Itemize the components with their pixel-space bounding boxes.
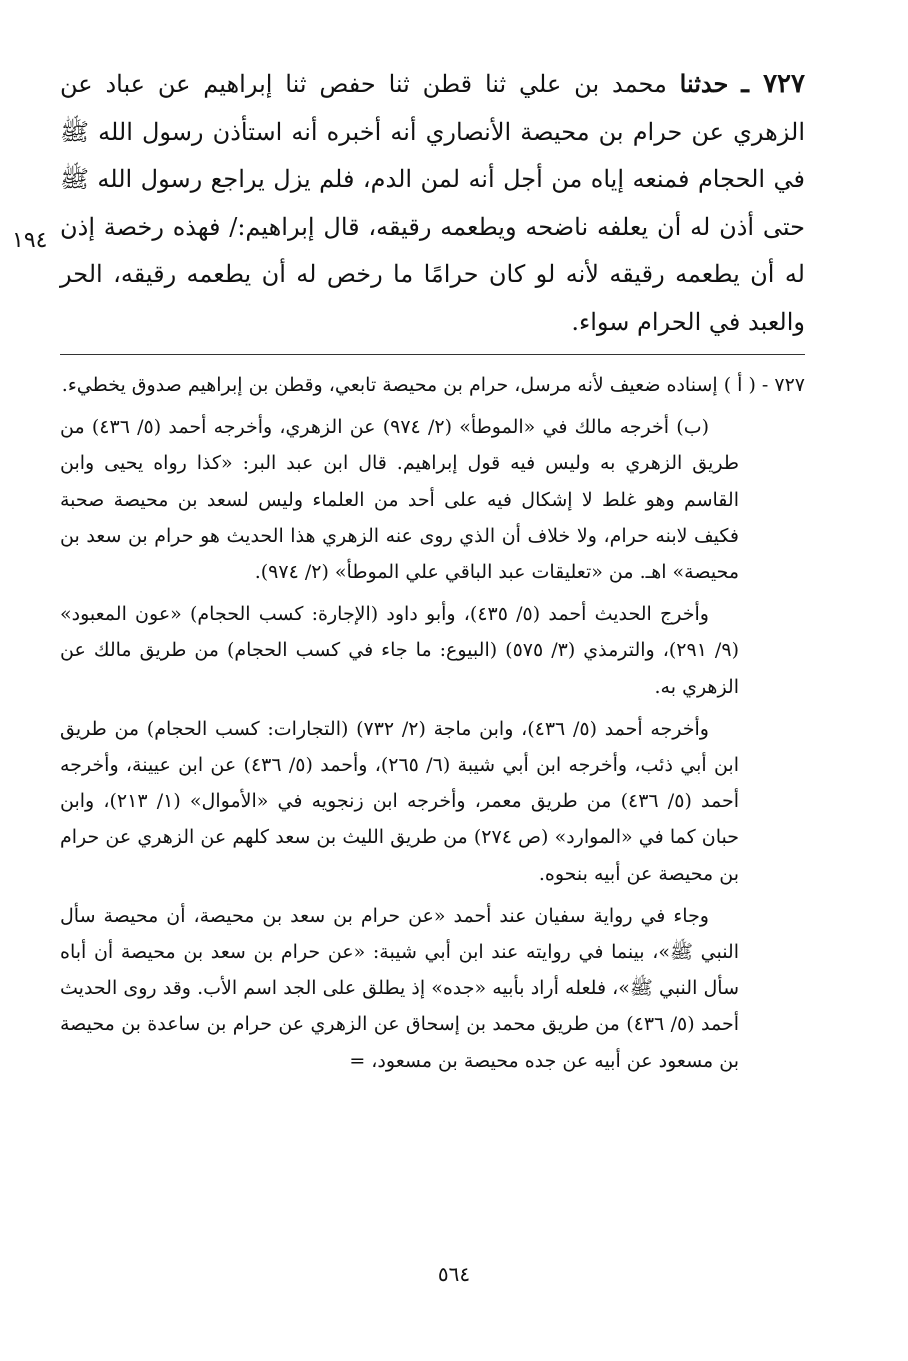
footnote-a-text: إسناده ضعيف لأنه مرسل، حرام بن محيصة تابعي، وقطن بن إبراهيم صدوق يخطيء. bbox=[61, 374, 718, 396]
hadith-text-block bbox=[60, 60, 805, 346]
hadith-body: محمد بن علي ثنا قطن ثنا حفص ثنا إبراهيم عن عباد عن الزهري عن حرام بن محيصة الأنصاري أنه أخبره أنه استأذن رسول الله ﷺ في الحجام فمنعه إياه من أجل أنه لمن الدم، فلم يزل يراجع رسول الله ﷺ حتى أذن له أن يعلفه ناضحه ويطعمه رقيقه، قال إبراهيم:/ فهذه رخصة إذن له أن يطعمه رقيقه لأنه لو كان حرامًا ما رخص له أن يطعمه رقيقه، الحر والعبد في الحرام سواء. bbox=[60, 70, 805, 336]
margin-page-number: ١٩٤ bbox=[12, 228, 48, 253]
page-number: ٥٦٤ bbox=[437, 1262, 471, 1286]
footnote-paragraph-5: وجاء في رواية سفيان عند أحمد «عن حرام بن سعد بن محيصة، أن محيصة سأل النبي ﷺ»، بينما في روايته عند ابن أبي شيبة: «عن حرام بن سعد بن محيصة أن أباه سأل النبي ﷺ»، فلعله أراد بأبيه «جده» إذ يطلق على الجد اسم الأب. وقد روى الحديث أحمد (٥/ ٤٣٦) من طريق محمد بن إسحاق عن الزهري عن حرام بن ساعدة بن محيصة بن مسعود عن أبيه عن جده محيصة بن مسعود، = bbox=[60, 904, 739, 1072]
footnote-a-label: ٧٢٧ - ( أ ) bbox=[723, 374, 805, 396]
footnotes bbox=[60, 367, 805, 1079]
footnote-paragraph-3: وأخرج الحديث أحمد (٥/ ٤٣٥)، وأبو داود (الإجارة: كسب الحجام) «عون المعبود» (٩/ ٢٩١)، والترمذي (٣/ ٥٧٥) (البيوع: ما جاء في كسب الحجام) من طريق مالك عن الزهري به. bbox=[60, 603, 739, 698]
hadith-number: ٧٢٧ ـ bbox=[741, 69, 805, 99]
footnote-b: (ب) أخرجه مالك في «الموطأ» (٢/ ٩٧٤) عن الزهري، وأخرجه أحمد (٥/ ٤٣٦) من طريق الزهري به وليس فيه قول إبراهيم. قال ابن عبد البر: «كذا رواه يحيى وابن القاسم وهو غلط لا إشكال فيه على أحد من العلماء وليس لسعد بن محيصة صحبة فكيف لابنه حرام، ولا خلاف أن الذي روى عنه الزهري هذا الحديث هو حرام بن سعد بن محيصة» اهـ. من «تعليقات عبد الباقي علي الموطأ» (٢/ ٩٧٤). bbox=[60, 416, 739, 584]
page-body bbox=[60, 60, 805, 1085]
footnote-a bbox=[60, 367, 805, 403]
hadith-paragraph bbox=[60, 60, 805, 346]
footnote-divider bbox=[60, 354, 805, 355]
footnote-paragraph-4: وأخرجه أحمد (٥/ ٤٣٦)، وابن ماجة (٢/ ٧٣٢) (التجارات: كسب الحجام) من طريق ابن أبي ذئب، وأخرجه ابن أبي شيبة (٦/ ٢٦٥)، وأحمد (٥/ ٤٣٦) عن ابن عيينة، وأخرجه أحمد (٥/ ٤٣٦) من طريق معمر، وأخرجه ابن زنجويه في «الأموال» (١/ ٢١٣)، وابن حبان كما في «الموارد» (ص ٢٧٤) من طريق الليث بن سعد كلهم عن الزهري عن حرام بن محيصة عن أبيه بنحوه. bbox=[60, 717, 739, 885]
hadith-opening: حدثنا bbox=[679, 69, 729, 98]
